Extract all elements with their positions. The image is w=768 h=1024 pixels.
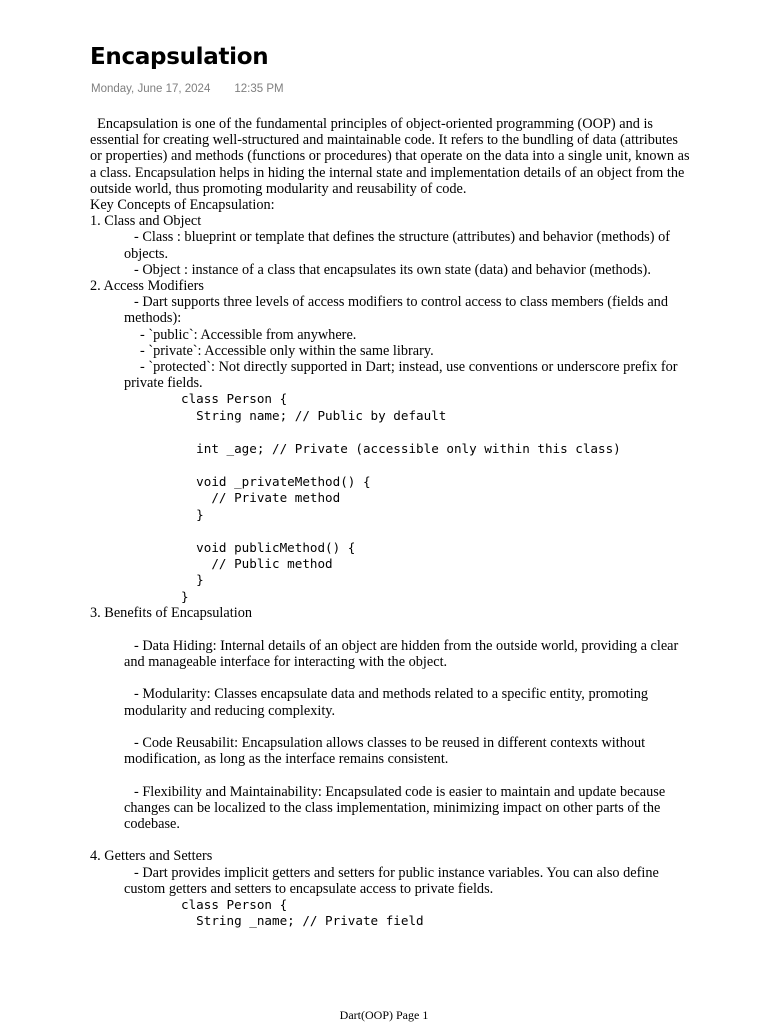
list-item — [90, 359, 690, 391]
page-footer: Dart(OOP) Page 1 — [339, 1008, 429, 1022]
list-item-text: - Dart provides implicit getters and setters for public instance variables. You can also define custom getters and setters to encapsulate access to private fields. — [124, 864, 659, 897]
list-item-text: - `protected`: Not directly supported in Dart; instead, use conventions or underscore prefix for private fields. — [124, 359, 678, 392]
page-title: Encapsulation — [90, 44, 269, 70]
list-item — [90, 735, 690, 767]
list-item-text: - Flexibility and Maintainability: Encapsulated code is easier to maintain and update because changes can be localized to the class implementation, minimizing impact on other parts of the codebase. — [124, 783, 666, 832]
list-item — [90, 327, 690, 343]
list-item — [90, 686, 690, 718]
list-item-text: - Modularity: Classes encapsulate data and methods related to a specific entity, promoting modularity and reducing complexity. — [124, 686, 649, 719]
list-item — [90, 229, 690, 261]
intro-paragraph: Encapsulation is one of the fundamental principles of object-oriented programming (OOP) and is essential for creating well-structured and maintainable code. It refers to the bundling of data (attributes or properties) and methods (functions or procedures) that operate on the data into a single unit, known as a class. Encapsulation helps in hiding the internal state and implementation details of an object from the outside world, thus promoting modularity and reusability of code. — [90, 116, 694, 197]
list-item — [90, 294, 690, 326]
list-item — [90, 784, 690, 833]
list-item — [90, 638, 690, 670]
list-item-text: - Class : blueprint or template that defines the structure (attributes) and behavior (methods) of objects. — [124, 229, 670, 262]
note-body — [90, 116, 694, 930]
list-item-text: - `private`: Accessible only within the same library. — [140, 342, 434, 359]
note-time: 12:35 PM — [234, 83, 284, 95]
section-heading: 2. Access Modifiers — [90, 278, 204, 295]
list-item-text: - Data Hiding: Internal details of an object are hidden from the outside world, providing a clear and manageable interface for interacting with the object. — [124, 637, 679, 670]
list-item — [90, 343, 690, 359]
list-item-text: - Object : instance of a class that encapsulates its own state (data) and behavior (methods). — [134, 261, 651, 278]
list-item — [90, 262, 690, 278]
code-block: class Person { String _name; // Private field — [181, 896, 424, 929]
note-timestamp — [91, 83, 284, 95]
section-heading: 1. Class and Object — [90, 213, 202, 230]
list-item — [90, 865, 690, 897]
section-heading: 3. Benefits of Encapsulation — [90, 605, 252, 622]
list-item-text: - Dart supports three levels of access modifiers to control access to class members (fields and methods): — [124, 294, 668, 327]
code-block: class Person { String name; // Public by default int _age; // Private (accessible only within this class) void _privateMethod() { // Private method } void publicMethod() { // Public method } } — [181, 391, 621, 604]
key-concepts-heading: Key Concepts of Encapsulation: — [90, 197, 275, 214]
list-item-text: - `public`: Accessible from anywhere. — [140, 326, 357, 343]
note-date: Monday, June 17, 2024 — [91, 83, 211, 95]
list-item-text: - Code Reusabilit: Encapsulation allows classes to be reused in different contexts without modification, as long as the interface remains consistent. — [124, 734, 646, 768]
section-heading: 4. Getters and Setters — [90, 848, 213, 865]
